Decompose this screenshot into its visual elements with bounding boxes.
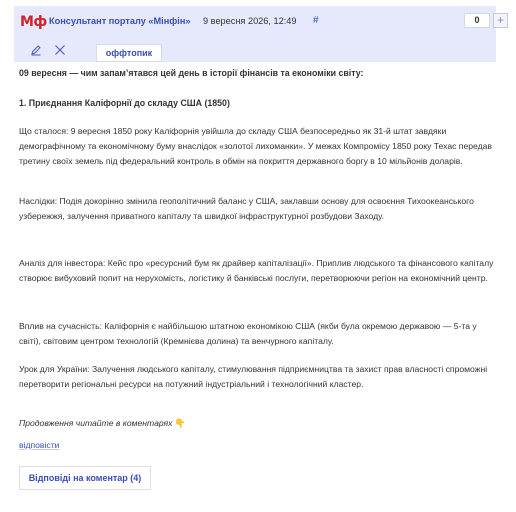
paragraph-consequences: Наслідки: Подія докорінно змінила геополітичний баланс у США, заклавши основу для освоєння Тихоокеанського узбережжя, залучення приватного капіталу та швидкої інфраструктурної розбудови Заходу. <box>19 196 474 222</box>
continue-text: Продовження читайте в коментарях <box>19 418 173 428</box>
pencil-icon <box>30 44 42 56</box>
paragraph-ukraine-lesson: Урок для України: Залучення людського капіталу, стимулювання підприємництва та захист прав власності спроможні перетворити регіональні ресурси на потужний індустріальний і технологічний кластер. <box>19 364 488 390</box>
close-icon <box>54 44 66 56</box>
section-heading: 1. Приєднання Каліфорнії до складу США (1850) <box>19 98 230 108</box>
continue-note <box>19 416 186 431</box>
rating-counter: 0 <box>464 13 490 28</box>
paragraph-what-happened: Що сталося: 9 вересня 1850 року Каліфорнія увійшла до складу США безпосередньо як 31-й штат завдяки демографічному та економічному буму внаслідок «золотої лихоманки». У межах Компромісу 1850 року Техас передав третину своїх земель під федеральний контроль в обмін на покриття державного боргу в 10 мільйонів доларів. <box>19 126 492 167</box>
author-link[interactable]: Консультант порталу «Мінфін» <box>49 16 191 26</box>
comment-header <box>14 6 504 62</box>
comment-date: 9 вересня 2026, 12:49 <box>203 16 297 26</box>
close-button[interactable] <box>49 40 71 60</box>
paragraph-modern-impact: Вплив на сучасність: Каліфорнія є найбільшою штатною економікою США (якби була окремою державою — 5-та у світі), світовим центром технологій (Кремнієва долина) та венчурного капіталу. <box>19 321 477 347</box>
minfin-logo: Мф <box>20 14 47 30</box>
paragraph-investor-analysis: Аналіз для інвестора: Кейс про «ресурсний бум як драйвер капіталізації». Приплив людського та фінансового капіталу створює вибуховий попит на нерухомість, логістику й банківські послуги, перетворюючи регіон на економічний центр. <box>19 258 494 284</box>
edit-button[interactable] <box>25 40 47 60</box>
replies-button[interactable]: Відповіді на коментар (4) <box>19 466 151 490</box>
post-title: 09 вересня — чим запам’ятався цей день в історії фінансів та економіки світу: <box>19 68 364 78</box>
upvote-button[interactable]: + <box>493 13 508 28</box>
pointing-hand-icon: 👇 <box>174 418 186 428</box>
permalink-hash[interactable]: # <box>313 15 319 26</box>
offtopic-tag[interactable]: оффтопик <box>96 44 162 62</box>
reply-link[interactable]: відповісти <box>19 440 60 450</box>
